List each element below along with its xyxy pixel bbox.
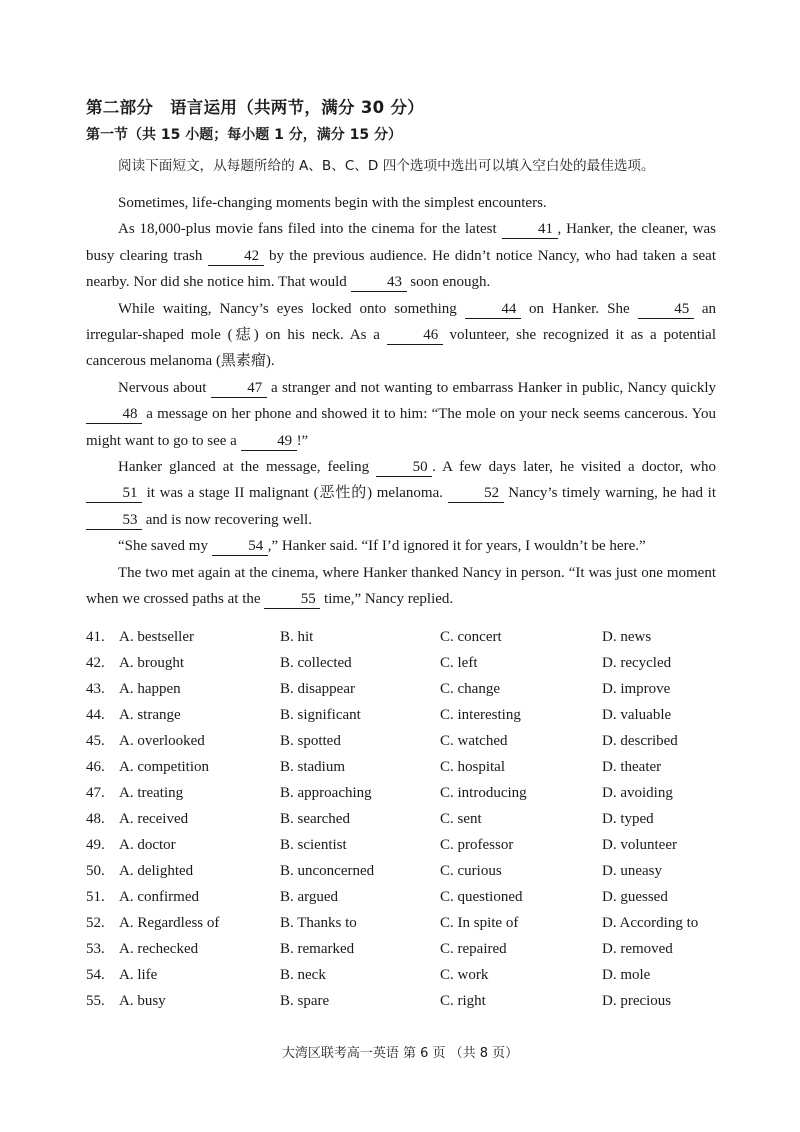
passage-text: on Hanker. She <box>520 300 638 317</box>
passage-text: The two met again at the cinema, where Hanker thanked Nancy in person. “It was just one moment when we crossed paths at the <box>86 564 716 608</box>
passage-text: it was a stage II malignant (恶性的) melanoma. <box>142 485 448 502</box>
passage-text: “She saved my <box>118 538 212 555</box>
blank-44: 44 <box>465 300 521 319</box>
question-number: 50. <box>86 863 105 879</box>
option-row <box>86 705 726 731</box>
option-c: C. questioned <box>440 889 523 905</box>
option-b: B. argued <box>280 889 339 905</box>
option-row <box>86 913 726 939</box>
passage-paragraph <box>86 560 716 613</box>
option-a: A. treating <box>119 785 184 801</box>
question-number: 45. <box>86 733 105 749</box>
passage-paragraph <box>86 375 716 454</box>
option-c: C. hospital <box>440 759 506 775</box>
option-a: A. bestseller <box>119 629 194 645</box>
option-c: C. change <box>440 681 500 697</box>
option-a: A. happen <box>119 681 181 697</box>
question-number: 42. <box>86 655 105 671</box>
passage-text: a message on her phone and showed it to him: “The mole on your neck seems cancerous. You might want to go to see a <box>86 406 716 449</box>
passage-text: Nancy’s timely warning, he had it <box>503 485 716 502</box>
passage-paragraph <box>86 296 716 375</box>
answer-options <box>86 627 726 1017</box>
passage-text: an irregular-shaped mole (痣) on his neck. As a <box>86 300 716 344</box>
passage-text: Nervous about <box>118 379 211 396</box>
passage-text: ,” Hanker said. “If I’d ignored it for years, I wouldn’t be here.” <box>267 538 646 555</box>
option-row <box>86 939 726 965</box>
option-c: C. interesting <box>440 707 521 723</box>
passage-text: While waiting, Nancy’s eyes locked onto something <box>118 300 465 317</box>
passage-text: !” <box>296 432 309 449</box>
option-a: A. overlooked <box>119 733 205 749</box>
option-a: A. rechecked <box>119 941 199 957</box>
section-title: 第一节（共 15 小题；每小题 1 分，满分 15 分） <box>86 127 402 143</box>
question-number: 54. <box>86 967 105 983</box>
option-d: D. volunteer <box>602 837 677 853</box>
passage-text: Hanker glanced at the message, feeling <box>118 459 377 476</box>
passage-text: a stranger and not wanting to embarrass Hanker in public, Nancy quickly <box>266 379 716 396</box>
option-b: B. Thanks to <box>280 915 357 931</box>
option-c: C. sent <box>440 811 482 827</box>
option-b: B. hit <box>280 629 314 645</box>
option-a: A. doctor <box>119 837 176 853</box>
passage-paragraph <box>86 533 716 559</box>
option-row <box>86 783 726 809</box>
option-a: A. confirmed <box>119 889 199 905</box>
blank-43: 43 <box>351 273 407 292</box>
passage-text: As 18,000-plus movie fans filed into the cinema for the latest <box>118 221 502 238</box>
option-d: D. uneasy <box>602 863 662 879</box>
option-row <box>86 757 726 783</box>
question-number: 51. <box>86 889 105 905</box>
option-a: A. delighted <box>119 863 194 879</box>
question-number: 43. <box>86 681 105 697</box>
passage-paragraph <box>86 454 716 533</box>
option-c: C. watched <box>440 733 508 749</box>
option-b: B. significant <box>280 707 361 723</box>
passage-text: , Hanker, the cleaner, was busy clearing trash <box>86 221 716 264</box>
option-a: A. received <box>119 811 189 827</box>
option-a: A. strange <box>119 707 181 723</box>
option-a: A. Regardless of <box>119 915 220 931</box>
question-number: 44. <box>86 707 105 723</box>
option-d: D. precious <box>602 993 672 1009</box>
option-a: A. brought <box>119 655 184 671</box>
option-b: B. spare <box>280 993 330 1009</box>
option-row <box>86 731 726 757</box>
question-number: 53. <box>86 941 105 957</box>
option-b: B. approaching <box>280 785 372 801</box>
passage-text: and is now recovering well. <box>142 511 312 528</box>
passage-text: volunteer, she recognized it as a potential cancerous melanoma (黑素瘤). <box>86 327 716 370</box>
option-row <box>86 679 726 705</box>
option-d: D. theater <box>602 759 662 775</box>
question-number: 52. <box>86 915 105 931</box>
question-number: 49. <box>86 837 105 853</box>
option-c: C. concert <box>440 629 502 645</box>
option-d: D. improve <box>602 681 671 697</box>
option-a: A. life <box>119 967 158 983</box>
option-b: B. collected <box>280 655 352 671</box>
passage-paragraph <box>86 190 716 216</box>
option-b: B. scientist <box>280 837 347 853</box>
question-number: 48. <box>86 811 105 827</box>
option-d: D. guessed <box>602 889 668 905</box>
question-number: 46. <box>86 759 105 775</box>
passage-paragraph <box>86 216 716 295</box>
blank-41: 41 <box>502 220 558 239</box>
question-number: 41. <box>86 629 105 645</box>
blank-48: 48 <box>86 405 142 424</box>
option-b: B. spotted <box>280 733 341 749</box>
option-c: C. repaired <box>440 941 507 957</box>
blank-55: 55 <box>264 590 320 609</box>
blank-53: 53 <box>86 511 142 530</box>
option-row <box>86 861 726 887</box>
blank-52: 52 <box>448 484 504 503</box>
option-row <box>86 887 726 913</box>
blank-45: 45 <box>638 300 694 319</box>
cloze-passage <box>86 190 716 613</box>
option-b: B. disappear <box>280 681 355 697</box>
question-number: 55. <box>86 993 105 1009</box>
part-title: 第二部分 语言运用（共两节，满分 30 分） <box>86 98 425 117</box>
blank-49: 49 <box>241 432 297 451</box>
option-row <box>86 653 726 679</box>
option-row <box>86 809 726 835</box>
passage-text: by the previous audience. He didn’t notice Nancy, who had taken a seat nearby. Nor did she notice him. That would <box>86 247 716 291</box>
page-footer: 大湾区联考高一英语 第 6 页 （共 8 页） <box>281 1046 519 1061</box>
option-d: D. recycled <box>602 655 672 671</box>
option-c: C. professor <box>440 837 514 853</box>
blank-46: 46 <box>387 326 443 345</box>
blank-50: 50 <box>376 458 432 477</box>
option-a: A. competition <box>119 759 209 775</box>
option-d: D. typed <box>602 811 654 827</box>
option-row <box>86 965 726 991</box>
option-c: C. right <box>440 993 486 1009</box>
option-row <box>86 627 726 653</box>
option-b: B. remarked <box>280 941 355 957</box>
blank-47: 47 <box>211 379 267 398</box>
blank-42: 42 <box>208 247 264 266</box>
option-d: D. removed <box>602 941 673 957</box>
option-c: C. work <box>440 967 489 983</box>
option-d: D. mole <box>602 967 651 983</box>
instruction-text: 阅读下面短文，从每题所给的 A、B、C、D 四个选项中选出可以填入空白处的最佳选项。 <box>118 158 655 174</box>
option-c: C. In spite of <box>440 915 519 931</box>
option-b: B. searched <box>280 811 350 827</box>
passage-text: time,” Nancy replied. <box>320 591 454 608</box>
option-b: B. unconcerned <box>280 863 375 879</box>
option-c: C. curious <box>440 863 502 879</box>
passage-text: soon enough. <box>406 274 491 291</box>
option-a: A. busy <box>119 993 166 1009</box>
option-d: D. news <box>602 629 652 645</box>
option-d: D. valuable <box>602 707 672 723</box>
passage-text: . A few days later, he visited a doctor, who <box>432 459 716 476</box>
option-b: B. stadium <box>280 759 346 775</box>
option-c: C. introducing <box>440 785 527 801</box>
option-row <box>86 835 726 861</box>
option-b: B. neck <box>280 967 326 983</box>
question-number: 47. <box>86 785 105 801</box>
passage-text: Sometimes, life-changing moments begin with the simplest encounters. <box>118 195 547 211</box>
option-d: D. described <box>602 733 678 749</box>
blank-51: 51 <box>86 484 142 503</box>
blank-54: 54 <box>212 537 268 556</box>
option-row <box>86 991 726 1017</box>
option-d: D. According to <box>602 915 699 931</box>
option-d: D. avoiding <box>602 785 673 801</box>
option-c: C. left <box>440 655 478 671</box>
